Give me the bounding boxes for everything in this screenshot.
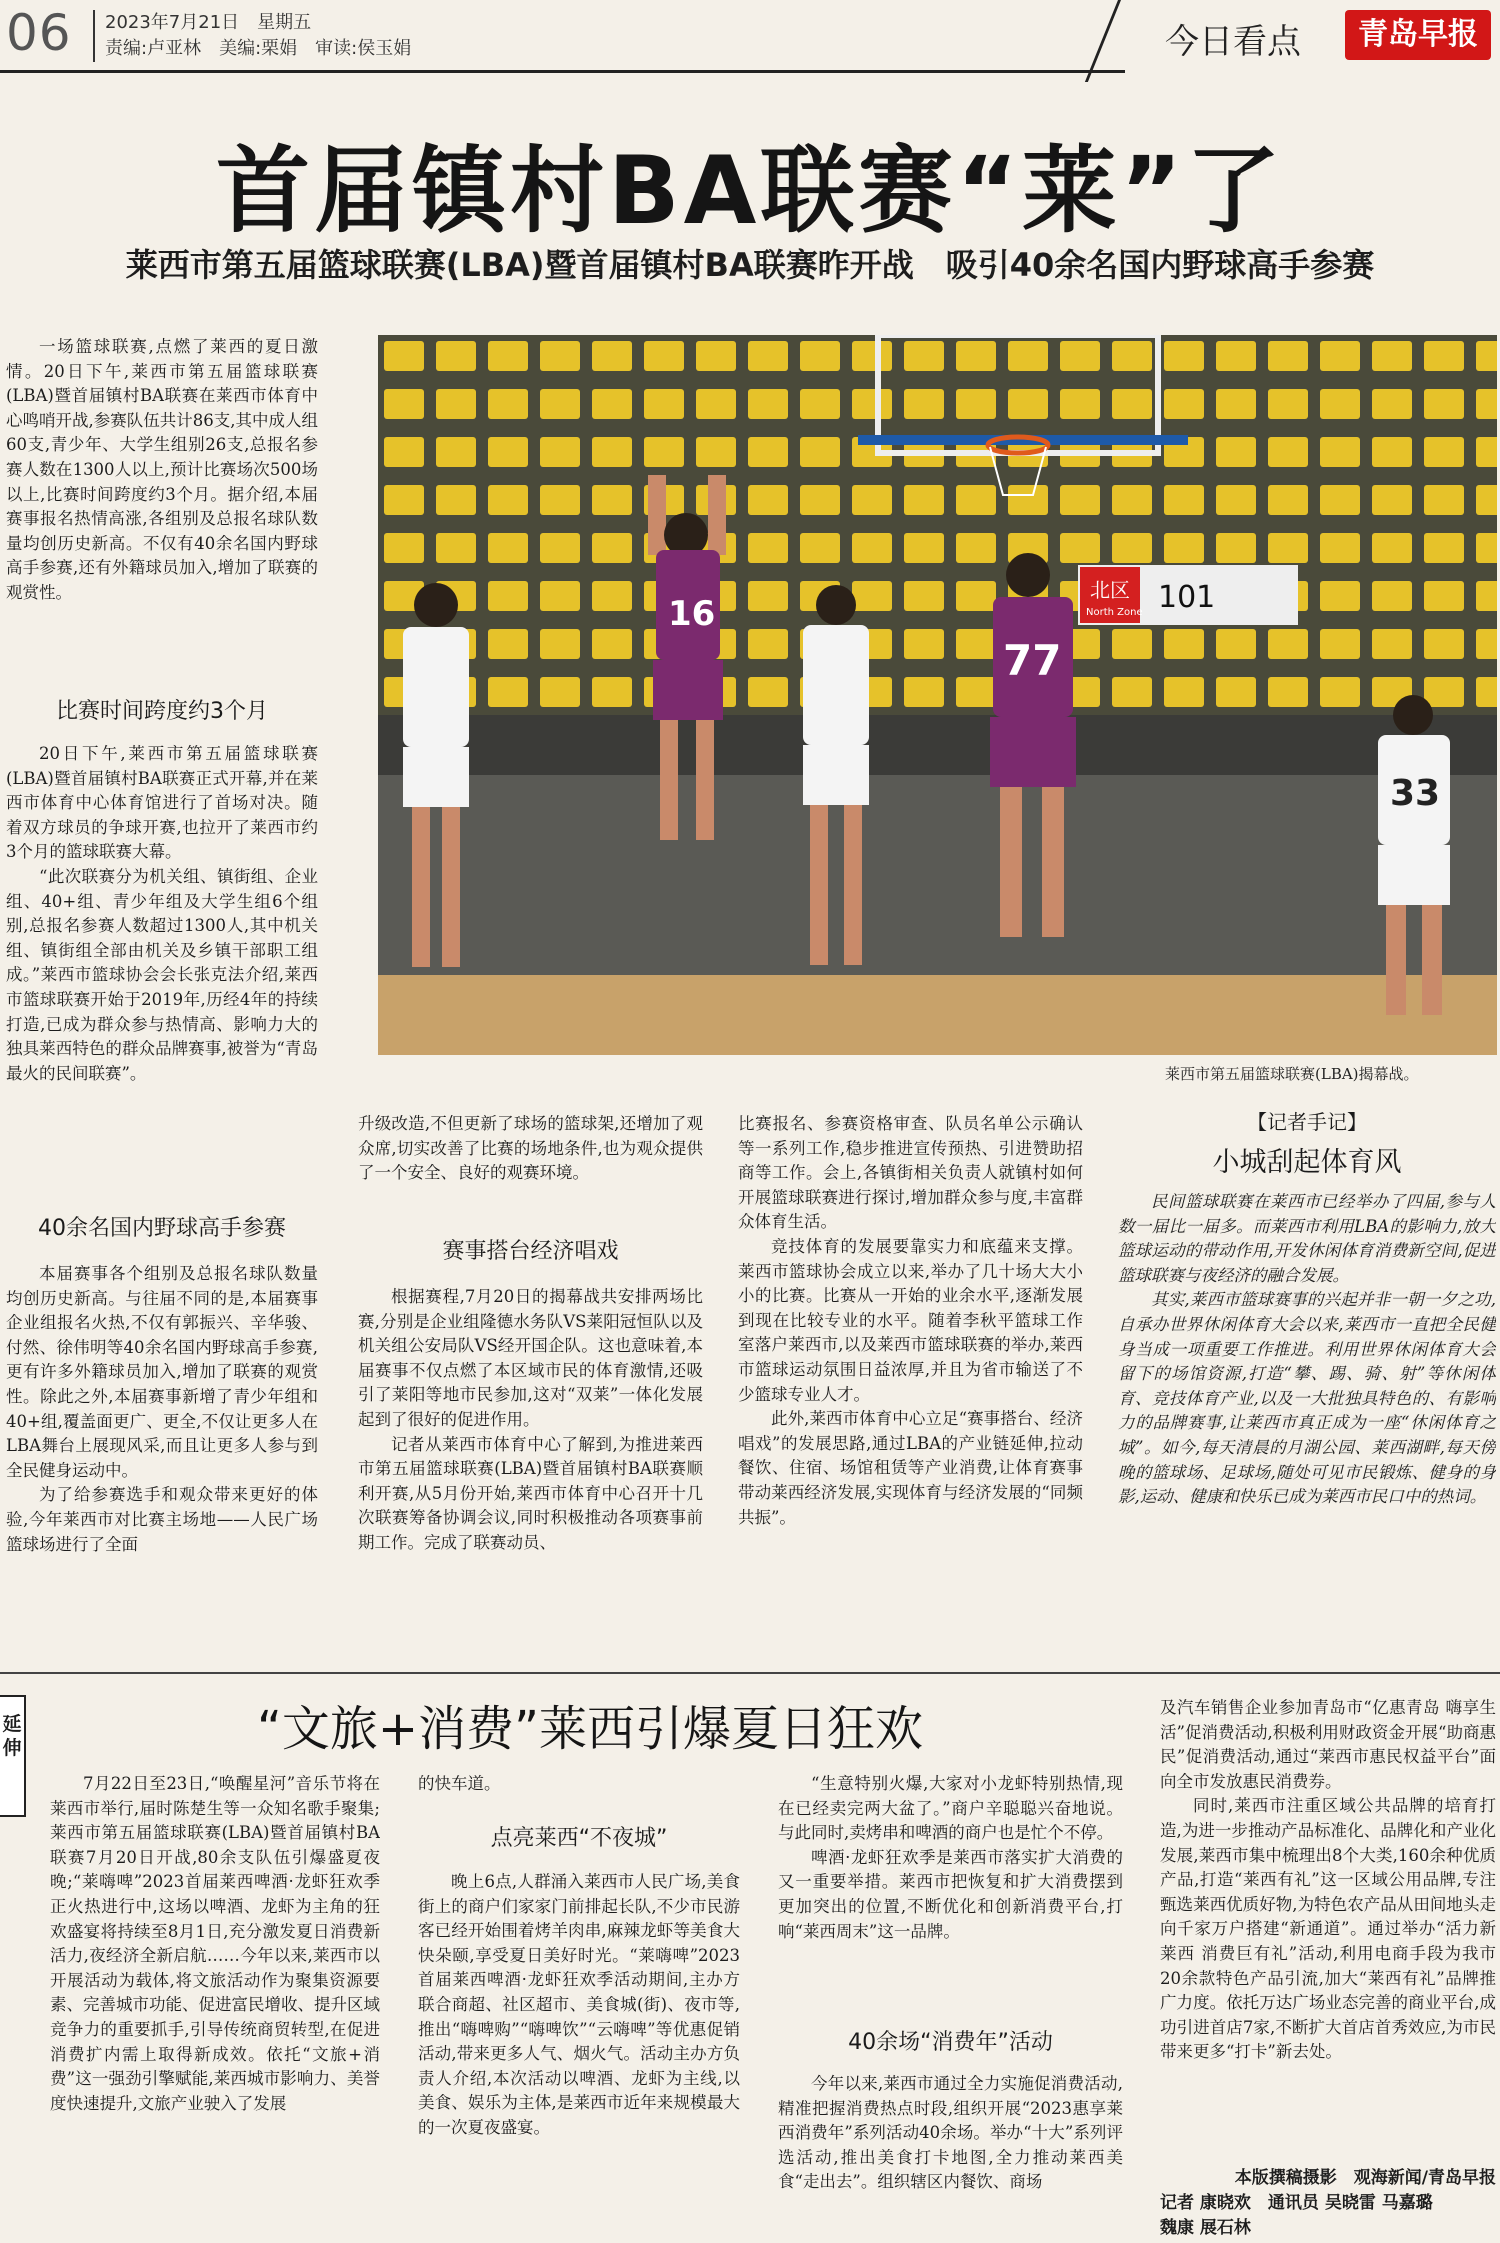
section-title-schedule: 比赛时间跨度约3个月 <box>56 699 268 724</box>
extension-column-3a <box>778 1772 1123 2010</box>
page-number: 06 <box>6 4 72 62</box>
paragraph: 记者从莱西市体育中心了解到,为推进莱西市第五届篮球联赛(LBA)暨首届镇村BA联赛顺利开赛,从5月份开始,莱西市体育中心召开十几次联赛筹备协调会议,同时积极推动各项赛事前期工作。完成了联赛动员、 <box>358 1434 703 1552</box>
article-column-3 <box>738 1112 1083 1657</box>
extension-headline: “文旅+消费”莱西引爆夏日狂欢 <box>257 1701 923 1757</box>
credit-line-3: 魏康 展石林 <box>1160 2218 1251 2238</box>
photo-caption: 莱西市第五届篮球联赛(LBA)揭幕战。 <box>1165 1065 1419 1083</box>
page-headline: 首届镇村BA联赛“莱”了 <box>216 137 1284 246</box>
sign-zone-text: 北区 <box>1090 578 1130 602</box>
paragraph: 及汽车销售企业参加青岛市“亿惠青岛 嗨享生活”促消费活动,积极利用财政资金开展“助商惠民”促消费活动,通过“莱西市惠民权益平台”面向全市发放惠民消费券。 <box>1160 1698 1496 1791</box>
paragraph: 根据赛程,7月20日的揭幕战共安排两场比赛,分别是企业组隆德水务队VS莱阳冠恒队以及机关组公安局队VS经开国企队。这也意味着,本届赛事不仅点燃了本区域市民的体育激情,还吸引了莱阳等地市民参加,这对“双莱”一体化发展起到了很好的促进作用。 <box>358 1287 703 1429</box>
header-rule <box>0 70 1125 73</box>
paragraph: 晚上6点,人群涌入莱西市人民广场,美食街上的商户们家家门前排起长队,不少市民游客已经开始围着烤羊肉串,麻辣龙虾等美食大快朵颐,享受夏日美好时光。“莱嗨啤”2023首届莱西啤酒·龙虾狂欢季活动期间,主办方联合商超、社区超市、美食城(街)、夜市等,推出“嗨啤购”“嗨啤饮”“云嗨啤”等优惠促销活动,带来更多人气、烟火气。活动主办方负责人介绍,本次活动以啤酒、龙虾为主线,以美食、娱乐为主体,是莱西市近年来规模最大的一次夏夜盛宴。 <box>418 1872 740 2137</box>
article-column-1a <box>6 742 318 1202</box>
paragraph: 7月22日至23日,“唤醒星河”音乐节将在莱西市举行,届时陈楚生等一众知名歌手聚集;莱西市第五届篮球联赛(LBA)暨首届镇村BA联赛7月20日开战,80余支队伍引爆盛夏夜晚;“莱嗨啤”2023首届莱西啤酒·龙虾狂欢季正火热进行中,这场以啤酒、龙虾为主角的狂欢盛宴将持续至8月1日,充分激发夏日消费新活力,夜经济全新启航……今年以来,莱西市以开展活动为载体,将文旅活动作为聚集资源要素、完善城市功能、促进富民增收、提升区域竞争力的重要抓手,引导传统商贸转型,在促进消费扩内需上取得新成效。依托“文旅+消费”这一强劲引擎赋能,莱西城市影响力、美誉度快速提升,文旅产业驶入了发展 <box>50 1774 380 2113</box>
paragraph: 本届赛事各个组别及总报名球队数量均创历史新高。与往届不同的是,本届赛事企业组报名火热,不仅有郭振兴、辛华骏、付然、徐伟明等40余名国内野球高手参赛,更有许多外籍球员加入,增加了联赛的观赏性。除此之外,本届赛事新增了青少年组和40+组,覆盖面更广、更全,不仅让更多人在LBA舞台上展现风采,而且让更多人参与到全民健身运动中。 <box>6 1264 318 1480</box>
paragraph: 为了给参赛选手和观众带来更好的体验,今年莱西市对比赛主场地——人民广场篮球场进行了全面 <box>6 1485 318 1554</box>
lead-text: 一场篮球联赛,点燃了莱西的夏日激情。20日下午,莱西市第五届篮球联赛(LBA)暨首届镇村BA联赛在莱西市体育中心鸣哨开战,参赛队伍共计86支,其中成人组60支,青少年、大学生组别26支,总报名参赛人数在1300人以上,预计比赛场次500场以上,比赛时间跨度约3个月。据介绍,本届赛事报名热情高涨,各组别及总报名球队数量均创历史新高。不仅有40余名国内野球高手参赛,还有外籍球员加入,增加了联赛的观赏性。 <box>6 337 318 602</box>
lead-paragraph <box>6 335 318 689</box>
header-divider <box>93 10 95 62</box>
section-title-nightlife: 点亮莱西“不夜城” <box>490 1826 668 1851</box>
extension-column-1 <box>50 1772 380 2240</box>
section-title-consumption: 40余场“消费年”活动 <box>848 2030 1053 2055</box>
paragraph: “生意特别火爆,大家对小龙虾特别热情,现在已经卖完两大盆了。”商户辛聪聪兴奋地说。与此同时,卖烤串和啤酒的商户也是忙个不停。 <box>778 1774 1123 1843</box>
jersey-number: 33 <box>1390 773 1441 814</box>
section-title-players: 40余名国内野球高手参赛 <box>38 1216 286 1241</box>
staff-line: 责编:卢亚林 美编:栗娟 审读:侯玉娟 <box>105 38 412 59</box>
article-column-2b <box>358 1285 703 1657</box>
paragraph: 同时,莱西市注重区域公共品牌的培育打造,为进一步推动产品标准化、品牌化和产业化发展,莱西市集中梳理出8个大类,160余种优质产品,打造“莱西有礼”这一区域公用品牌,专注甄选莱西优质好物,为特色农产品从田间地头走向千家万户搭建“新通道”。通过举办“活力新莱西 消费巨有礼”活动,利用电商手段为我市20余款特色产品引流,加大“莱西有礼”品牌推广力度。依托万达广场业态完善的商业平台,成功引进首店7家,不断扩大首店首秀效应,为市民带来更多“打卡”新去处。 <box>1160 1796 1496 2062</box>
paragraph: 民间篮球联赛在莱西市已经举办了四届,参与人数一届比一届多。而莱西市利用LBA的影响力,放大篮球运动的带动作用,开发休闲体育消费新空间,促进篮球联赛与夜经济的融合发展。 <box>1118 1192 1496 1285</box>
paragraph: 今年以来,莱西市通过全力实施促消费活动,精准把握消费热点时段,组织开展“2023惠享莱西消费年”系列活动40余场。举办“十大”系列评选活动,推出美食打卡地图,全力推动莱西美食“走出去”。组织辖区内餐饮、商场 <box>778 2074 1123 2192</box>
section-divider <box>0 1672 1500 1674</box>
sign-zone-en-text: North Zone <box>1086 607 1143 618</box>
section-title-economy: 赛事搭台经济唱戏 <box>442 1239 619 1264</box>
newspaper-logo: 青岛早报 <box>1345 10 1491 60</box>
paragraph: 啤酒·龙虾狂欢季是莱西市落实扩大消费的又一重要举措。莱西市把恢复和扩大消费摆到更加突出的位置,不断优化和创新消费平台,打响“莱西周末”这一品牌。 <box>778 1847 1123 1941</box>
basketball-photo <box>378 335 1497 1055</box>
credit-line-2: 记者 康晓欢 通讯员 吴晓雷 马嘉璐 <box>1160 2193 1433 2213</box>
section-name: 今日看点 <box>1165 22 1301 62</box>
paragraph: 的快车道。 <box>418 1774 501 1793</box>
paragraph: 此外,莱西市体育中心立足“赛事搭台、经济唱戏”的发展思路,通过LBA的产业链延伸,拉动餐饮、住宿、场馆租赁等产业消费,让体育赛事带动莱西经济发展,实现体育与经济发展的“同频共振”。 <box>738 1409 1083 1527</box>
jersey-number: 77 <box>1003 636 1062 685</box>
article-column-2a <box>358 1112 703 1212</box>
page-subheadline: 莱西市第五届篮球联赛(LBA)暨首届镇村BA联赛昨开战 吸引40余名国内野球高手参赛 <box>125 246 1375 284</box>
notes-body <box>1118 1190 1496 1657</box>
paragraph: 其实,莱西市篮球赛事的兴起并非一朝一夕之功,自承办世界休闲体育大会以来,莱西市一直把全民健身当成一项重要工作推进。利用世界休闲体育大会留下的场馆资源,打造“攀、踢、骑、射”等休闲体育、竞技体育产业,以及一大批独具特色的、有影响力的品牌赛事,让莱西市真正成为一座“休闲体育之城”。如今,每天清晨的月湖公园、莱西湖畔,每天傍晚的篮球场、足球场,随处可见市民锻炼、健身的身影,运动、健康和快乐已成为莱西市民口中的热词。 <box>1118 1290 1496 1507</box>
paragraph: 升级改造,不但更新了球场的篮球架,还增加了观众席,切实改善了比赛的场地条件,也为观众提供了一个安全、良好的观赛环境。 <box>358 1114 703 1183</box>
paragraph: 竞技体育的发展要靠实力和底蕴来支撑。莱西市篮球协会成立以来,举办了几十场大大小小的比赛。比赛从一开始的业余水平,逐渐发展到现在比较专业的水平。随着李秋平篮球工作室落户莱西市,以及莱西市篮球联赛的举办,莱西市篮球运动氛围日益浓厚,并且为省市输送了不少篮球专业人才。 <box>738 1236 1083 1404</box>
sign-number-text: 101 <box>1158 580 1216 615</box>
extension-tag: 延伸 <box>2 1713 22 1759</box>
paragraph: “此次联赛分为机关组、镇街组、企业组、40+组、青少年组及大学生组6个组别,总报名参赛人数超过1300人,其中机关组、镇街组全部由机关及乡镇干部职工组成。”莱西市篮球协会会长张克法介绍,莱西市篮球联赛开始于2019年,历经4年的持续打造,已成为群众参与热情高、影响力大的独具莱西特色的群众品牌赛事,被誉为“青岛最火的民间联赛”。 <box>6 866 318 1083</box>
game-photo-illustration <box>378 335 1497 1055</box>
date-line: 2023年7月21日 星期五 <box>105 12 312 33</box>
paragraph: 20日下午,莱西市第五届篮球联赛(LBA)暨首届镇村BA联赛正式开幕,并在莱西市体育中心体育馆进行了首场对决。随着双方球员的争球开赛,也拉开了莱西市约3个月的篮球联赛大幕。 <box>6 744 318 862</box>
extension-column-3b <box>778 2072 1123 2240</box>
notes-title: 小城刮起体育风 <box>1212 1147 1402 1178</box>
extension-column-4 <box>1160 1696 1496 2166</box>
jersey-number: 16 <box>668 594 716 634</box>
credit-line-1: 本版撰稿摄影 观海新闻/青岛早报 <box>1234 2168 1496 2188</box>
extension-column-2b <box>418 1870 740 2240</box>
notes-kicker: 【记者手记】 <box>1247 1110 1367 1134</box>
extension-column-2a <box>418 1772 740 1802</box>
article-column-1b <box>6 1262 318 1657</box>
paragraph: 比赛报名、参赛资格审查、队员名单公示确认等一系列工作,稳步推进宣传预热、引进赞助招商等工作。会上,各镇街相关负责人就镇村如何开展篮球联赛进行探讨,增加群众参与度,丰富群众体育生活。 <box>738 1114 1083 1232</box>
